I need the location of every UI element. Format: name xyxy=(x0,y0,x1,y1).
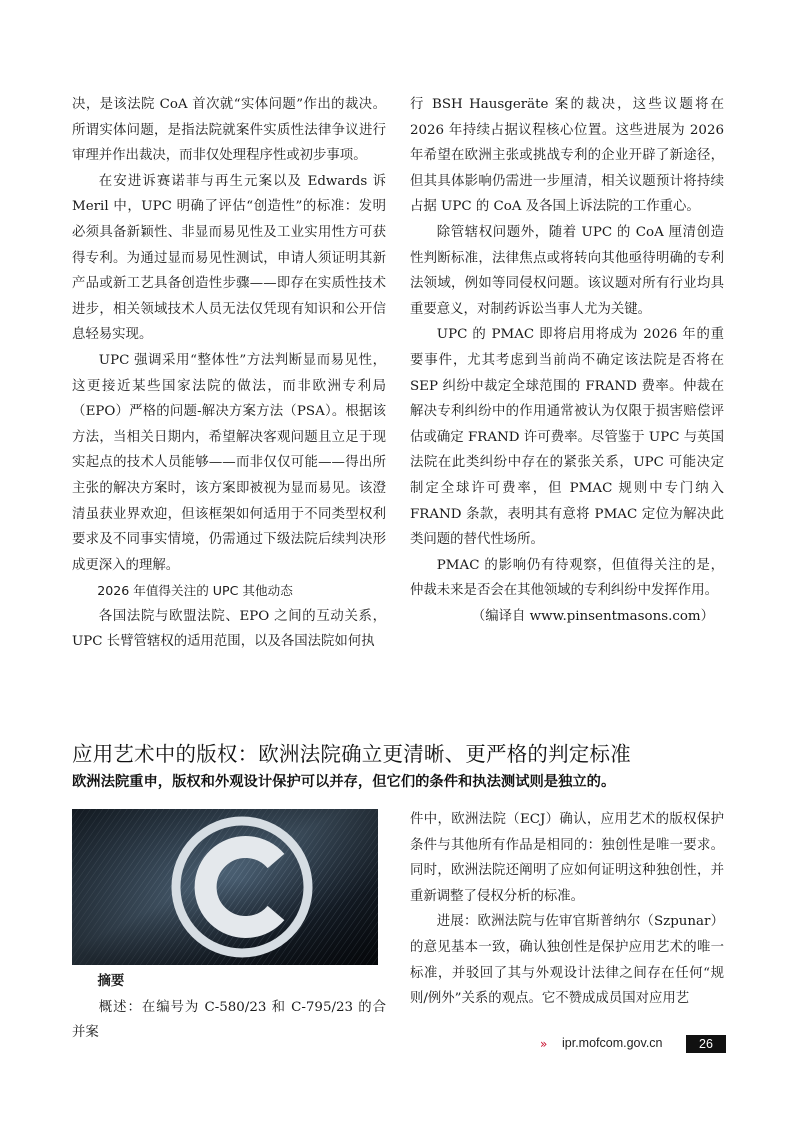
copyright-image xyxy=(72,809,378,965)
article2-left-column xyxy=(72,969,386,1046)
paragraph: 在安进诉赛诺菲与再生元案以及 Edwards 诉 Meril 中，UPC 明确了评估“创造性”的标准：发明必须具备新颖性、非显而易见性及工业实用性方可获得专利。为通过显而易见性测试，申请人须证明其新产品或新工艺具备创造性步骤——即存在实质性技术进步，相关领域技术人员无法仅凭现有知识和公开信息轻易实现。 xyxy=(72,173,386,343)
paragraph: PMAC 的影响仍有待观察，但值得关注的是，仲裁未来是否会在其他领域的专利纠纷中发挥作用。 xyxy=(410,557,724,599)
copyright-symbol-icon xyxy=(72,809,378,965)
double-chevron-icon: » xyxy=(540,1037,546,1051)
page-number: 26 xyxy=(686,1035,726,1053)
paragraph: 行 BSH Hausgeräte 案的裁决，这些议题将在 2026 年持续占据议程核心位置。这些进展为 2026 年希望在欧洲主张或挑战专利的企业开辟了新途径，但其具体影响仍需进一步厘清，相关议题预计将持续占据 UPC 的 CoA 及各国上诉法院的工作重心。 xyxy=(410,97,724,215)
article1-left-column xyxy=(72,92,386,655)
paragraph: 概述：在编号为 C-580/23 和 C-795/23 的合并案 xyxy=(72,999,386,1041)
abstract-heading: 摘要 xyxy=(97,974,125,989)
paragraph: 进展：欧洲法院与佐审官斯普纳尔（Szpunar）的意见基本一致，确认独创性是保护应用艺术的唯一标准，并驳回了其与外观设计法律之间存在任何“规则/例外”关系的观点。它不赞成成员国对应用艺 xyxy=(410,914,724,1007)
article2-right-column xyxy=(410,807,724,1012)
paragraph: UPC 强调采用“整体性”方法判断显而易见性，这更接近某些国家法院的做法，而非欧洲专利局（EPO）严格的问题-解决方案方法（PSA）。根据该方法，当相关日期内，希望解决客观问题且立足于现实起点的技术人员能够——而非仅仅可能——得出所主张的解决方案时，该方案即被视为显而易见。该澄清虽获业界欢迎，但该框架如何适用于不同类型权利要求及不同事实情境，仍需通过下级法院后续判决形成更深入的理解。 xyxy=(72,352,386,573)
section-subheading: 2026 年值得关注的 UPC 其他动态 xyxy=(97,583,293,599)
page-footer xyxy=(540,1035,726,1055)
paragraph: 件中，欧洲法院（ECJ）确认，应用艺术的版权保护条件与其他所有作品是相同的：独创性是唯一要求。同时，欧洲法院还阐明了应如何证明这种独创性，并重新调整了侵权分析的标准。 xyxy=(410,812,724,904)
source-credit: （编译自 www.pinsentmasons.com） xyxy=(471,608,714,624)
article1-right-column xyxy=(410,92,724,629)
paragraph: 决，是该法院 CoA 首次就“实体问题”作出的裁决。所谓实体问题，是指法院就案件实质性法律争议进行审理并作出裁决，而非仅处理程序性或初步事项。 xyxy=(72,97,386,164)
article-title: 应用艺术中的版权：欧洲法院确立更清晰、更严格的判定标准 xyxy=(72,742,631,766)
footer-url-link[interactable]: ipr.mofcom.gov.cn xyxy=(562,1036,663,1050)
paragraph: 各国法院与欧盟法院、EPO 之间的互动关系，UPC 长臂管辖权的适用范围，以及各国法院如何执 xyxy=(72,608,386,650)
paragraph: UPC 的 PMAC 即将启用将成为 2026 年的重要事件，尤其考虑到当前尚不确定该法院是否将在 SEP 纠纷中裁定全球范围的 FRAND 费率。仲裁在解决专利纠纷中的作用通常被认为仅限于损害赔偿评估或确定 FRAND 许可费率。尽管鉴于 UPC 与英国法院在此类纠纷中存在的紧张关系，UPC 可能决定制定全球许可费率，但 PMAC 规则中专门纳入 FRAND 条款，表明其有意将 PMAC 定位为解决此类问题的替代性场所。 xyxy=(410,327,724,548)
paragraph: 除管辖权问题外，随着 UPC 的 CoA 厘清创造性判断标准，法律焦点或将转向其他亟待明确的专利法领域，例如等同侵权问题。该议题对所有行业均具重要意义，对制药诉讼当事人尤为关键。 xyxy=(410,224,724,317)
article-subtitle: 欧洲法院重申，版权和外观设计保护可以并存，但它们的条件和执法测试则是独立的。 xyxy=(72,774,616,790)
